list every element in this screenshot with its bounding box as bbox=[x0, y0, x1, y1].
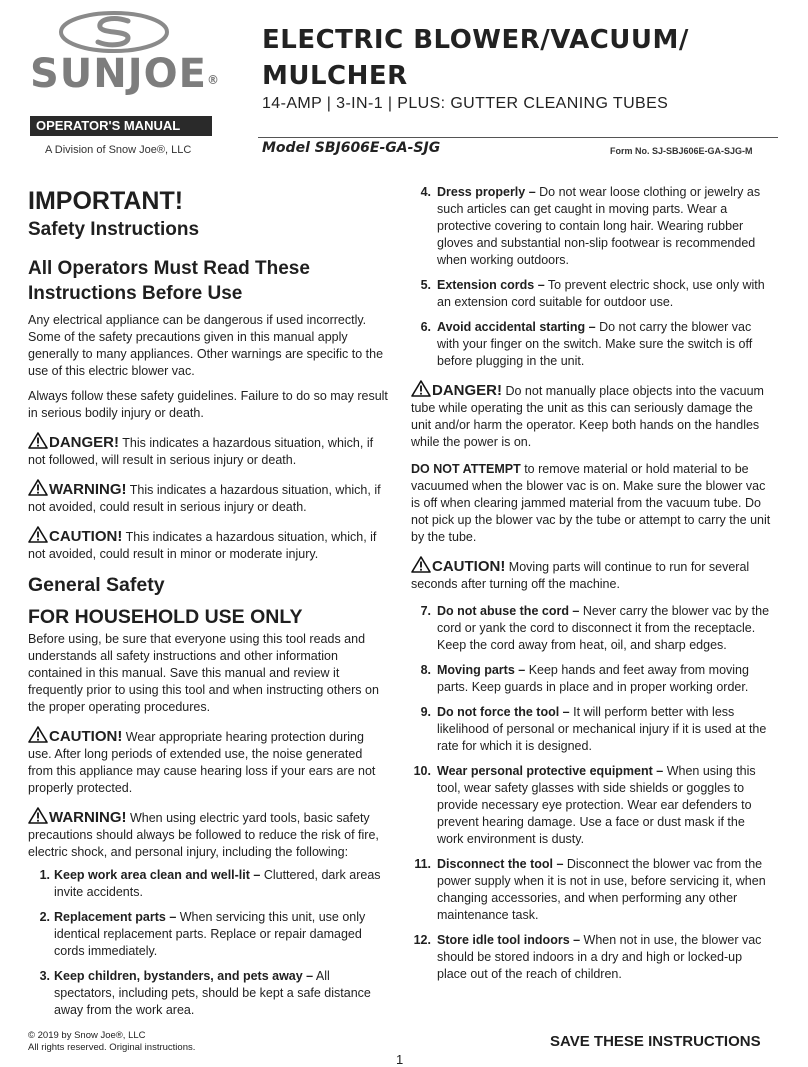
item-text: Disconnect the blower vac from the power supply when it is not in use, before servicing it, when changing accessories, and when performing any other maintenance task. bbox=[437, 857, 766, 922]
item-text: When not in use, the blower vac should be stored indoors in a dry and high or locked-up place out of the reach of children. bbox=[437, 933, 762, 981]
item-number: 1. bbox=[39, 868, 50, 882]
caution-keyword: CAUTION! bbox=[432, 558, 506, 575]
general-safety-heading: General Safety bbox=[28, 574, 165, 596]
caution-keyword: CAUTION! bbox=[49, 528, 123, 545]
item-title: Avoid accidental starting – bbox=[437, 320, 596, 334]
item-number: 11. bbox=[414, 857, 431, 871]
intro-paragraph-1: Any electrical appliance can be dangerous if used incorrectly. Some of the safety precautions given in this manual apply generally to many appliances. Other warnings are specific to the use of this electric blower vac. bbox=[28, 313, 384, 378]
caution-definition bbox=[28, 526, 390, 563]
item-title: Dress properly – bbox=[437, 185, 536, 199]
warning-triangle-icon bbox=[28, 479, 48, 496]
item-text: Never carry the blower vac by the cord or yank the cord to disconnect it from the receptacle. Keep the cord away from heat, oil, and sharp edges. bbox=[437, 604, 770, 652]
header-divider bbox=[258, 137, 778, 138]
item-text: It will perform better with less likelihood of personal or mechanical injury if it is used at the rate for which it is designed. bbox=[437, 705, 767, 753]
warning-triangle-icon bbox=[411, 556, 431, 573]
warning-keyword: WARNING! bbox=[49, 809, 127, 826]
danger-keyword: DANGER! bbox=[432, 382, 502, 399]
hearing-caution-text: Wear appropriate hearing protection during use. After long periods of extended use, the noise generated from this appliance may cause hearing loss if your ears are not properly protected. bbox=[28, 730, 376, 795]
item-text: Do not wear loose clothing or jewelry as such articles can get caught in moving parts. Wear a protective covering to contain long hair. Wearing rubber gloves and substantial non-slip footwear is recommended when working outdoors. bbox=[437, 185, 761, 267]
must-read-heading: All Operators Must Read These Instructions Before Use bbox=[28, 258, 310, 304]
division-text: A Division of Snow Joe®, LLC bbox=[45, 144, 192, 156]
copyright-block bbox=[28, 1030, 195, 1054]
warning-triangle-icon bbox=[411, 380, 431, 397]
item-title: Extension cords – bbox=[437, 278, 545, 292]
document-title bbox=[262, 22, 689, 94]
warning-triangle-icon bbox=[28, 807, 48, 824]
item-text: Keep hands and feet away from moving parts. Keep guards in place and in proper working order. bbox=[437, 663, 749, 694]
do-not-attempt-text: to remove material or hold material to be vacuumed when the blower vac is on. Make sure the blower vac is off when clearing jammed material from the vacuum tube. Do not pick up the blower vac by the tube or attempt to carry the unit by the tube. bbox=[411, 462, 771, 544]
list-item bbox=[411, 662, 773, 696]
list-item bbox=[411, 603, 773, 654]
moving-parts-caution bbox=[411, 556, 773, 593]
list-item bbox=[411, 319, 773, 370]
yard-tools-warning bbox=[28, 807, 390, 861]
save-instructions-text: SAVE THESE INSTRUCTIONS bbox=[550, 1033, 761, 1050]
item-title: Do not abuse the cord – bbox=[437, 604, 580, 618]
list-item bbox=[411, 763, 773, 848]
intro-paragraph-2: Always follow these safety guidelines. Failure to do so may result in serious bodily injury or death. bbox=[28, 389, 388, 420]
item-number: 5. bbox=[420, 278, 431, 292]
rights-text: All rights reserved. Original instructions. bbox=[28, 1042, 196, 1053]
warning-triangle-icon bbox=[28, 432, 48, 449]
title-line-1: ELECTRIC BLOWER/VACUUM/ bbox=[262, 25, 689, 55]
warning-text: This indicates a hazardous situation, which, if not avoided, could result in serious injury or death. bbox=[28, 483, 381, 514]
list-item bbox=[411, 277, 773, 311]
item-text: To prevent electric shock, use only with an extension cord suitable for outdoor use. bbox=[437, 278, 765, 309]
list-item bbox=[411, 184, 773, 269]
item-text: Cluttered, dark areas invite accidents. bbox=[54, 868, 381, 899]
list-item bbox=[411, 856, 773, 924]
caution-text: This indicates a hazardous situation, which, if not avoided, could result in minor or moderate injury. bbox=[28, 530, 377, 561]
item-number: 12. bbox=[413, 933, 431, 947]
list-item bbox=[28, 867, 390, 901]
page-number: 1 bbox=[396, 1052, 404, 1067]
item-number: 7. bbox=[420, 604, 431, 618]
item-number: 6. bbox=[420, 320, 431, 334]
brand-registered-mark: ® bbox=[206, 73, 220, 87]
hearing-caution bbox=[28, 726, 390, 797]
before-using-paragraph: Before using, be sure that everyone using this tool reads and understands all safety instructions and other information contained in this manual. Save this manual and review it frequently prior to using this tool and when instructing others on the proper operating procedures. bbox=[28, 632, 379, 714]
vacuum-tube-danger-text: Do not manually place objects into the vacuum tube while operating the unit as this can seriously damage the unit and/or harm the operator. Keep both hands on the handles while the power is on. bbox=[411, 384, 764, 449]
item-title: Replacement parts – bbox=[54, 910, 177, 924]
item-title: Keep work area clean and well-lit – bbox=[54, 868, 261, 882]
form-number: Form No. SJ-SBJ606E-GA-SJG-M bbox=[610, 146, 753, 156]
list-item bbox=[28, 968, 390, 1019]
warning-triangle-icon bbox=[28, 526, 48, 543]
item-title: Disconnect the tool – bbox=[437, 857, 564, 871]
right-column bbox=[411, 184, 773, 991]
item-text: Do not carry the blower vac with your finger on the switch. Make sure the switch is off before plugging in the unit. bbox=[437, 320, 753, 368]
brand-wordmark bbox=[30, 52, 220, 96]
list-item bbox=[411, 932, 773, 983]
item-title: Do not force the tool – bbox=[437, 705, 570, 719]
safety-list-right-a bbox=[411, 184, 773, 370]
item-text: When servicing this unit, use only identical replacement parts. Replace or repair damaged cords immediately. bbox=[54, 910, 366, 958]
important-heading: IMPORTANT! bbox=[28, 187, 184, 215]
item-title: Keep children, bystanders, and pets away – bbox=[54, 969, 314, 983]
operators-manual-label: OPERATOR'S MANUAL bbox=[30, 116, 212, 136]
caution-keyword: CAUTION! bbox=[49, 728, 123, 745]
item-text: When using this tool, wear safety glasses with side shields or goggles to provide necessary eye protection. Wear ear defenders to prevent hearing damage. Use a face or dust mask if the work environment is dusty. bbox=[437, 764, 756, 846]
brand-name: SUNJOE bbox=[30, 51, 207, 97]
item-number: 2. bbox=[39, 910, 50, 924]
safety-list-left bbox=[28, 867, 390, 1019]
warning-definition bbox=[28, 479, 390, 516]
title-line-2: MULCHER bbox=[262, 61, 408, 91]
list-item bbox=[411, 704, 773, 755]
yard-tools-warning-text: When using electric yard tools, basic safety precautions should always be followed to reduce the risk of fire, electric shock, and personal injury, including the following: bbox=[28, 811, 379, 859]
item-title: Wear personal protective equipment – bbox=[437, 764, 664, 778]
item-number: 3. bbox=[39, 969, 50, 983]
item-text: All spectators, including pets, should be kept a safe distance away from the work area. bbox=[54, 969, 371, 1017]
do-not-attempt-paragraph bbox=[411, 461, 773, 546]
sunjoe-logo-mark-icon bbox=[58, 10, 170, 54]
left-column bbox=[28, 180, 390, 1027]
list-item bbox=[28, 909, 390, 960]
do-not-attempt-keyword: DO NOT ATTEMPT bbox=[411, 462, 521, 476]
item-title: Store idle tool indoors – bbox=[437, 933, 581, 947]
item-number: 8. bbox=[420, 663, 431, 677]
danger-keyword: DANGER! bbox=[49, 434, 119, 451]
item-title: Moving parts – bbox=[437, 663, 526, 677]
item-number: 10. bbox=[413, 764, 431, 778]
item-number: 4. bbox=[420, 185, 431, 199]
danger-definition bbox=[28, 432, 390, 469]
moving-parts-caution-text: Moving parts will continue to run for several seconds after turning off the machine. bbox=[411, 560, 750, 591]
model-number: Model SBJ606E-GA-SJG bbox=[262, 140, 441, 156]
item-number: 9. bbox=[420, 705, 431, 719]
danger-text: This indicates a hazardous situation, which, if not followed, will result in serious injury or death. bbox=[28, 436, 374, 467]
household-use-heading: FOR HOUSEHOLD USE ONLY bbox=[28, 606, 303, 628]
safety-instructions-heading: Safety Instructions bbox=[28, 219, 200, 240]
document-subtitle: 14-AMP | 3-IN-1 | PLUS: GUTTER CLEANING TUBES bbox=[262, 95, 669, 112]
copyright-text: © 2019 by Snow Joe®, LLC bbox=[28, 1030, 146, 1041]
warning-triangle-icon bbox=[28, 726, 48, 743]
vacuum-tube-danger bbox=[411, 380, 773, 451]
safety-list-right-b bbox=[411, 603, 773, 983]
warning-keyword: WARNING! bbox=[49, 481, 127, 498]
